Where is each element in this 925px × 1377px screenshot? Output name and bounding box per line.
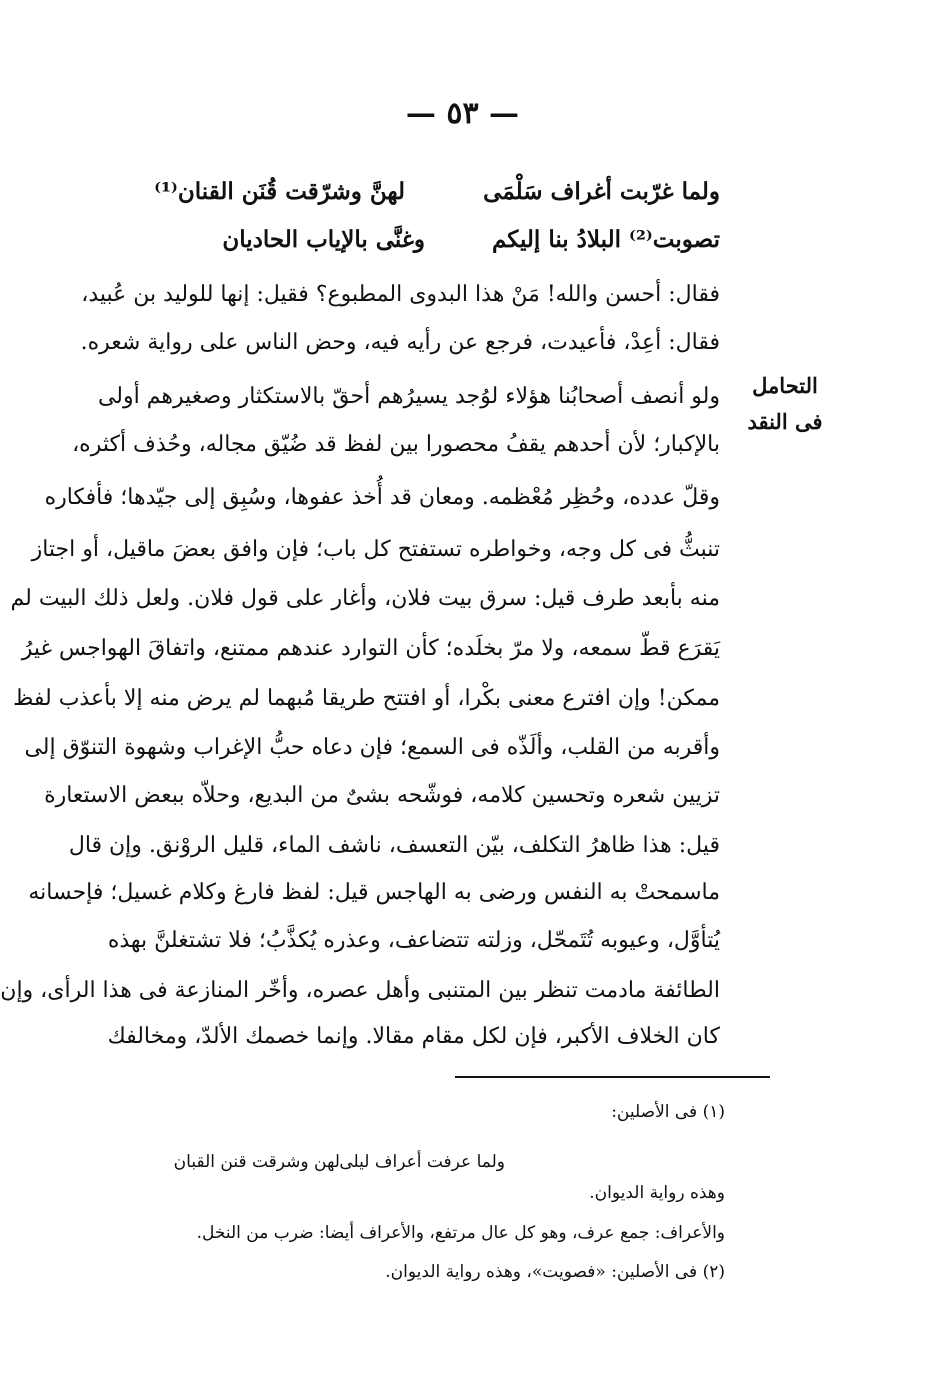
body-line: يُتأوَّل، وعيوبه تُتَمحّل، وزلته تتضاعف، وعذره يُكذَّبُ؛ فلا تشتغلنَّ بهذه bbox=[107, 928, 720, 953]
footnote-1-verse-first: ولما عرفت أعراف ليلى bbox=[339, 1152, 505, 1172]
footnote-1-intro: (١) فى الأصلين: bbox=[611, 1102, 725, 1122]
margin-heading bbox=[745, 368, 825, 440]
body-line: فقال: أحسن والله! مَنْ هذا البدوى المطبوع؟ فقيل: إنها للوليد بن عُبيد، bbox=[81, 282, 720, 307]
margin-heading-line: التحامل bbox=[752, 373, 818, 398]
body-line: فقال: أعِدْ، فأعيدت، فرجع عن رأيه فيه، وحض الناس على رواية شعره. bbox=[80, 330, 720, 355]
body-line: تنبثُّ فى كل وجه، وخواطره تستفتح كل باب؛ فإن وافق بعضَ ماقيل، أو اجتاز bbox=[31, 537, 720, 562]
footnote-1-note: وهذه رواية الديوان. bbox=[589, 1183, 725, 1203]
footnote-1-verse-second: لهن وشرقت قنن القبان bbox=[173, 1152, 340, 1172]
body-line: وقلّ عدده، وحُظِر مُعْظمه. ومعان قد أُخذ عفوها، وسُبِق إلى جيّدها؛ فأفكاره bbox=[44, 485, 720, 510]
body-line: بالإكبار؛ لأن أحدهم يقفُ محصورا بين لفظ قد ضُيّق مجاله، وحُذف أكثره، bbox=[72, 432, 720, 457]
body-line: يَقرَع قطّ سمعه، ولا مرّ بخلَده؛ كأن التوارد عندهم ممتنع، واتفاقَ الهواجس غيرُ bbox=[21, 636, 720, 661]
footnote-separator bbox=[455, 1076, 770, 1078]
verse-2-first-hemistich: تصوبت⁽²⁾ البلادُ بنا إليكم bbox=[491, 226, 720, 253]
margin-heading-line: فى النقد bbox=[747, 409, 823, 434]
page-number: — ٥٣ — bbox=[405, 96, 520, 131]
body-line: تزيين شعره وتحسين كلامه، فوشّحه بشىٌ من البديع، وحلاّه ببعض الاستعارة bbox=[44, 783, 720, 808]
body-line: قيل: هذا ظاهرُ التكلف، بيّن التعسف، ناشف الماء، قليل الروْنق. وإن قال bbox=[68, 833, 720, 858]
footnote-2: (٢) فى الأصلين: «فصويت»، وهذه رواية الديوان. bbox=[385, 1262, 725, 1282]
body-line: ممكن! وإن افترع معنى بكْرا، أو افتتح طريقا مُبهما لم يرض منه إلا بأعذب لفظ bbox=[12, 686, 720, 711]
body-line: الطائفة مادمت تنظر بين المتنبى وأهل عصره، وأخّر المنازعة فى هذا الرأى، وإن bbox=[0, 978, 720, 1003]
body-line: ولو أنصف أصحابُنا هؤلاء لوُجد يسيرُهم أحقّ بالاستكثار وصغيرهم أولى bbox=[97, 384, 720, 409]
body-line: كان الخلاف الأكبر، فإن لكل مقام مقالا. وإنما خصمك الألدّ، ومخالفك bbox=[107, 1024, 720, 1049]
verse-1-second-hemistich: لهنَّ وشرّقت قُنَن القنان⁽¹⁾ bbox=[154, 178, 405, 205]
verse-2-second-hemistich: وغنَّى بالإياب الحاديان bbox=[222, 226, 425, 253]
body-line: وأقربه من القلب، وألَذّه فى السمع؛ فإن دعاه حبُّ الإغراب وشهوة التنوّق إلى bbox=[24, 735, 720, 760]
verse-1-first-hemistich: ولما غرّبت أغراف سَلْمَى bbox=[483, 178, 720, 205]
body-line: منه بأبعد طرف قيل: سرق بيت فلان، وأغار على قول فلان. ولعل ذلك البيت لم bbox=[10, 586, 720, 611]
body-line: ماسمحتْ به النفس ورضى به الهاجس قيل: لفظ فارغ وكلام غسيل؛ فإحسانه bbox=[28, 880, 720, 905]
footnote-gloss: والأعراف: جمع عرف، وهو كل عال مرتفع، والأعراف أيضا: ضرب من النخل. bbox=[196, 1223, 725, 1243]
